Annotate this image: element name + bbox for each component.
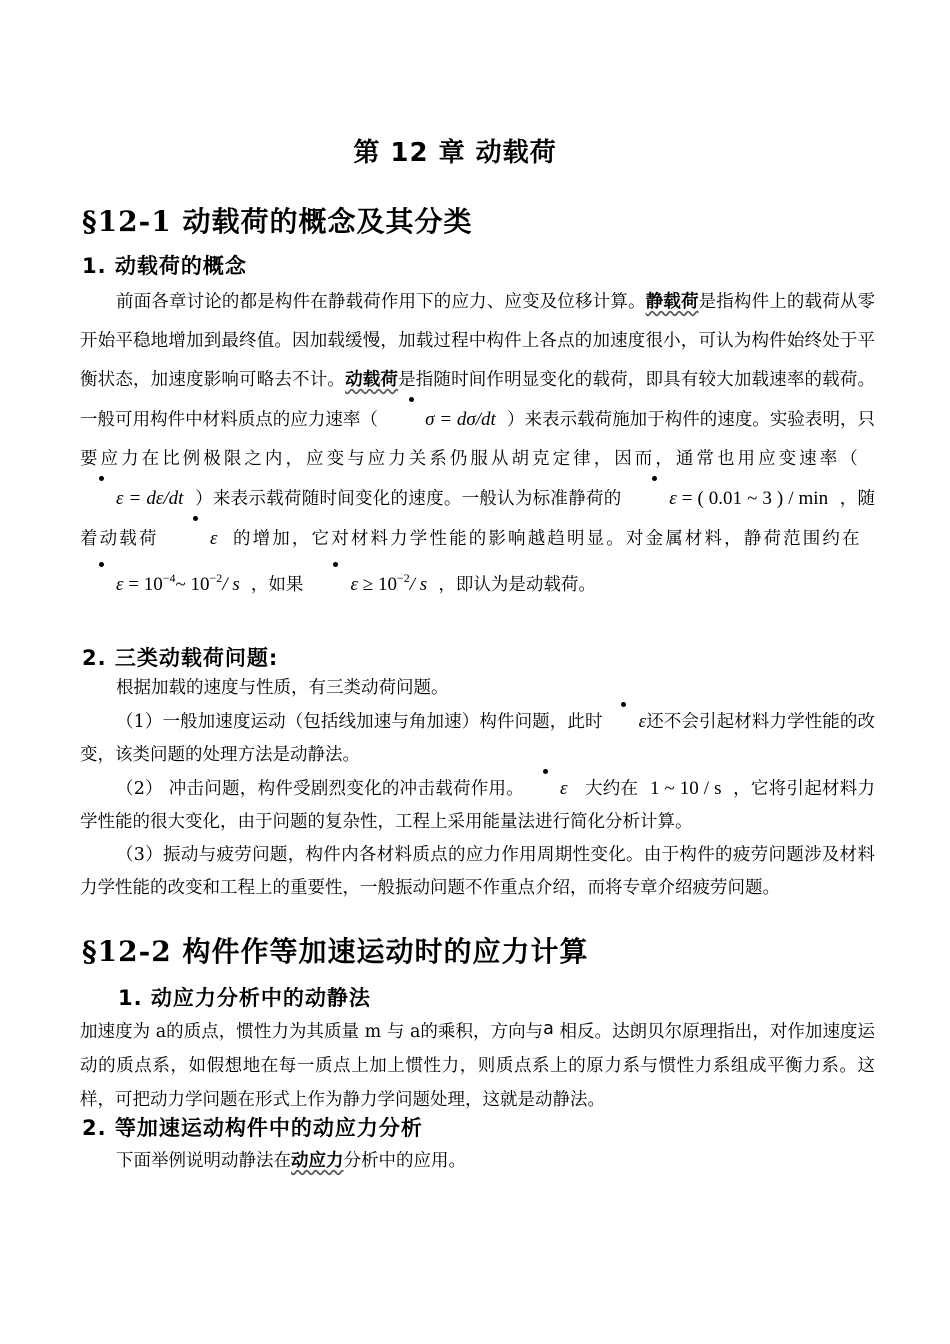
term-dynamic-stress: 动应力 <box>291 1151 344 1171</box>
symbol-a: a <box>543 1019 554 1039</box>
equation-epsilon-dot <box>524 778 568 799</box>
equation-text: = 10 <box>128 574 163 595</box>
term-static-load: 静载荷 <box>645 292 699 312</box>
equation-epsilon-dot <box>603 711 647 732</box>
text: 下面举例说明动静法在 <box>116 1151 291 1171</box>
equation-text: ~ 10 <box>175 574 210 595</box>
equation-static-range <box>633 488 828 509</box>
equation-text: / s <box>222 574 240 595</box>
chapter-title: 第 12 章 动载荷 <box>353 138 557 168</box>
equation-metal-static-range <box>80 571 240 595</box>
equation-text: = ( 0.01 ~ 3 ) / min <box>681 488 829 509</box>
symbol-epsilon-dot: ε <box>80 479 124 518</box>
intro-line: 根据加载的速度与性质，有三类动荷问题。 <box>116 678 449 698</box>
text: ，如果 <box>250 575 304 595</box>
equation-text: 1 ~ 10 / s <box>649 778 722 799</box>
equation-text: ≥ 10 <box>362 574 397 595</box>
paragraph-dynamic-stress <box>80 1142 875 1181</box>
exponent: −4 <box>162 571 176 585</box>
text: 前面各章讨论的都是构件在静载荷作用下的应力、应变及位移计算。 <box>116 292 646 312</box>
item-2 <box>80 772 875 839</box>
text: 相反。达朗贝尔原理指出，对作加速度运动的质点系，如假想地在每一质点上加上惯性力，则质点系上的原力系与惯性力系组成平衡力系。这样，可把动力学问题在形式上作为静力学问题处理，这就是动静法。 <box>80 1022 876 1110</box>
symbol-epsilon-dot: ε <box>80 565 124 604</box>
section-title-12-1: §12-1 动载荷的概念及其分类 <box>82 205 473 238</box>
subsection-title-three-types: 2. 三类动载荷问题: <box>82 646 279 670</box>
symbol-epsilon-dot: ε <box>315 565 359 604</box>
text: ）来表示载荷施加于构件的速度。实验表明，只要应力在比例极限之内，应变与应力关系仍服从胡克定律，因而，通常也用应变速率（ <box>80 410 876 469</box>
exponent: −2 <box>396 571 410 585</box>
text: 加速度为 a的质点，惯性力为其质量 m 与 a的乘积，方向与 <box>80 1022 544 1042</box>
text: ）来表示载荷随时间变化的速度。一般认为标准静荷的 <box>195 489 622 509</box>
item-1 <box>80 705 875 772</box>
symbol-epsilon-dot: ε <box>174 519 218 558</box>
dalembert-text <box>80 1012 875 1117</box>
symbol-epsilon-dot: ε <box>603 705 647 738</box>
text: 是指随时间作明显变化的载荷，即具有较大加载速率的载荷。一般可用构件中材料质点的应力速率（ <box>80 370 876 430</box>
paragraph-three-types <box>80 672 875 905</box>
equation-stress-rate <box>389 409 496 430</box>
item-3: （3）振动与疲劳问题，构件内各材料质点的应力作用周期性变化。由于构件的疲劳问题涉及材料力学性能的改变和工程上的重要性，一般振动问题不作重点介绍，而将专章介绍疲劳问题。 <box>80 845 875 898</box>
symbol-epsilon-dot: ε <box>633 479 677 518</box>
text: （2） 冲击问题，构件受剧烈变化的冲击载荷作用。 <box>116 779 525 799</box>
text: ，随着动载荷 <box>80 489 876 549</box>
symbol-epsilon-dot: ε <box>524 772 568 805</box>
equation-text: = dσ/dt <box>439 409 496 430</box>
exponent: −2 <box>209 571 223 585</box>
equation-impact-range <box>650 778 722 799</box>
text: 的增加，它对材料力学性能的影响越趋明显。对金属材料，静荷范围约在 <box>232 529 862 549</box>
equation-text: / s <box>409 574 428 595</box>
subsection-title-dalembert: 1. 动应力分析中的动静法 <box>118 986 371 1010</box>
paragraph-concept <box>80 283 875 605</box>
term-dynamic-load: 动载荷 <box>345 370 399 390</box>
text: 还不会引起材料力学性能的改变，该类问题的处理方法是动静法。 <box>80 712 875 765</box>
text: （1）一般加速度运动（包括线加速与角加速）构件问题，此时 <box>116 712 603 732</box>
equation-strain-rate <box>80 488 183 509</box>
text: 大约在 <box>585 779 639 799</box>
text: 是指构件上的载荷从零开始平稳地增加到最终值。因加载缓慢，加载过程中构件上各点的加速度很小，可认为构件始终处于平衡状态，加速度影响可略去不计。 <box>80 292 876 390</box>
equation-epsilon-dot <box>174 528 218 549</box>
text: ，即认为是动载荷。 <box>438 575 596 595</box>
equation-text: = dε/dt <box>128 488 184 509</box>
text: ，它将引起材料力学性能的很大变化，由于问题的复杂性，工程上采用能量法进行简化分析计算。 <box>80 779 875 832</box>
paragraph-dalembert <box>80 1012 875 1117</box>
equation-dynamic-threshold <box>315 571 428 595</box>
subsection-title-dynamic-stress: 2. 等加速运动构件中的动应力分析 <box>82 1116 423 1140</box>
section-title-12-2: §12-2 构件作等加速运动时的应力计算 <box>82 935 589 968</box>
text: 分析中的应用。 <box>343 1151 466 1171</box>
subsection-title-concept: 1. 动载荷的概念 <box>82 254 247 278</box>
symbol-sigma-dot: σ <box>389 400 434 439</box>
